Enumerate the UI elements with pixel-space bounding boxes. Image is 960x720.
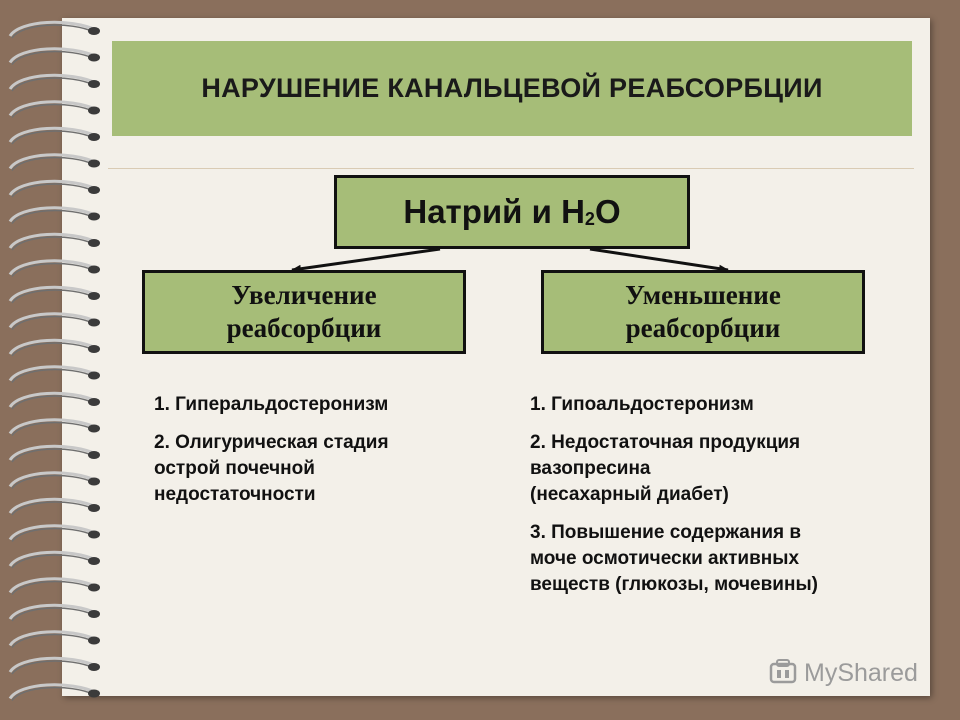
spiral-ring	[10, 393, 100, 409]
spiral-ring	[10, 605, 100, 621]
decrease-reabsorption-box	[541, 270, 865, 354]
watermark	[768, 656, 918, 690]
page-title: НАРУШЕНИЕ КАНАЛЬЦЕВОЙ РЕАБСОРБЦИИ	[201, 73, 823, 103]
spiral-ring	[10, 155, 100, 171]
increase-reabsorption-box	[142, 270, 466, 354]
decrease-causes-list	[530, 392, 920, 610]
spiral-ring	[10, 75, 100, 91]
spiral-binding	[0, 0, 110, 720]
spiral-ring	[10, 49, 100, 65]
list-item: 3. Повышение содержания в моче осмотически активных веществ (глюкозы, мочевины)	[530, 522, 819, 595]
spiral-ring	[10, 102, 100, 118]
spiral-ring	[10, 340, 100, 356]
spiral-ring	[10, 473, 100, 489]
increase-causes-list	[154, 392, 474, 520]
spiral-ring	[10, 552, 100, 568]
spiral-ring	[10, 287, 100, 303]
spiral-ring	[10, 22, 100, 38]
list-item: 1. Гипоальдостеронизм	[530, 394, 754, 415]
spiral-ring	[10, 261, 100, 277]
title-bar	[112, 41, 912, 136]
spiral-ring	[10, 367, 100, 383]
spiral-ring	[10, 685, 100, 701]
decrease-reabsorption-label: Уменьшение реабсорбции	[625, 280, 781, 343]
spiral-ring	[10, 420, 100, 436]
spiral-ring	[10, 234, 100, 250]
sodium-water-label: Натрий и $Н_2О$	[403, 193, 621, 230]
spiral-ring	[10, 526, 100, 542]
list-item: 2. Недостаточная продукция вазопресина (несахарный диабет)	[530, 432, 801, 505]
spiral-ring	[10, 632, 100, 648]
myshared-logo-icon	[768, 658, 798, 688]
spiral-ring	[10, 579, 100, 595]
spiral-ring	[10, 658, 100, 674]
spiral-ring	[10, 499, 100, 515]
list-item: 1. Гиперальдостеронизм	[154, 394, 389, 415]
spiral-ring	[10, 446, 100, 462]
sodium-water-box	[334, 175, 690, 249]
spiral-ring	[10, 128, 100, 144]
spiral-ring	[10, 314, 100, 330]
increase-reabsorption-label: Увеличение реабсорбции	[226, 280, 382, 343]
list-item: 2. Олигурическая стадия острой почечной недостаточности	[154, 432, 389, 505]
spiral-ring	[10, 181, 100, 197]
watermark-text: MyShared	[804, 658, 918, 687]
spiral-ring	[10, 208, 100, 224]
divider	[108, 168, 914, 169]
